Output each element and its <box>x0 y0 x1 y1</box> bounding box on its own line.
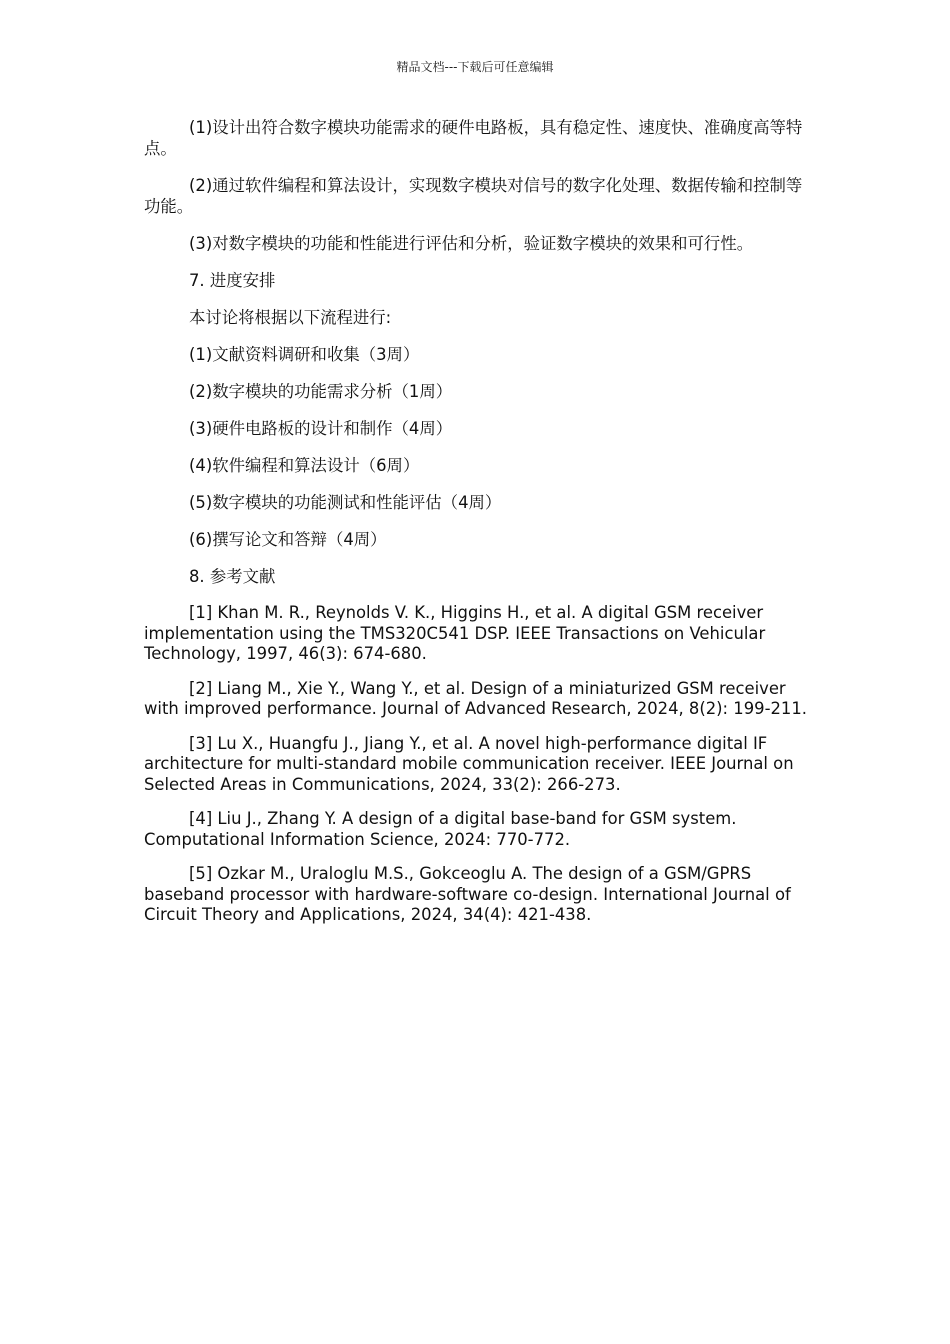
schedule-item-3: (3)硬件电路板的设计和制作（4周） <box>189 419 453 438</box>
reference-item-1: [1] Khan M. R., Reynolds V. K., Higgins H., et al. A digital GSM receiver implementation using the TMS320C541 DSP. IEEE Transactions on Vehicular Technology, 1997, 46(3): 674-680. <box>144 603 766 663</box>
reference-item-3: [3] Lu X., Huangfu J., Jiang Y., et al. A novel high-performance digital IF architecture for multi-standard mobile communication receiver. IEEE Journal on Selected Areas in Communications, 2024, 33(2): 266-273. <box>144 733 794 794</box>
reference-item-4: [4] Liu J., Zhang Y. A design of a digital base-band for GSM system. Computational Information Science, 2024: 770-772. <box>144 809 737 849</box>
page-header: 精品文档---下载后可任意编辑 <box>396 60 554 74</box>
section-heading-references: 8. 参考文献 <box>189 567 276 586</box>
paragraph-goal-1: (1)设计出符合数字模块功能需求的硬件电路板，具有稳定性、速度快、准确度高等特点。 <box>144 118 803 158</box>
schedule-item-4: (4)软件编程和算法设计（6周） <box>189 456 420 475</box>
paragraph-goal-3: (3)对数字模块的功能和性能进行评估和分析，验证数字模块的效果和可行性。 <box>189 234 754 253</box>
reference-item-5: [5] Ozkar M., Uraloglu M.S., Gokceoglu A. The design of a GSM/GPRS baseband processor with hardware-software co-design. International Journal of Circuit Theory and Applications, 2024, 34(4): 421-438. <box>144 864 791 924</box>
schedule-item-1: (1)文献资料调研和收集（3周） <box>189 345 420 364</box>
schedule-item-2: (2)数字模块的功能需求分析（1周） <box>189 382 453 401</box>
schedule-item-6: (6)撰写论文和答辩（4周） <box>189 530 387 549</box>
schedule-item-5: (5)数字模块的功能测试和性能评估（4周） <box>189 493 502 512</box>
document-body <box>144 117 808 940</box>
section-heading-schedule: 7. 进度安排 <box>189 271 276 290</box>
reference-item-2: [2] Liang M., Xie Y., Wang Y., et al. Design of a miniaturized GSM receiver with improved performance. Journal of Advanced Research, 2024, 8(2): 199-211. <box>144 678 807 718</box>
paragraph-schedule-intro: 本讨论将根据以下流程进行: <box>189 308 392 327</box>
paragraph-goal-2: (2)通过软件编程和算法设计，实现数字模块对信号的数字化处理、数据传输和控制等功能。 <box>144 176 803 216</box>
